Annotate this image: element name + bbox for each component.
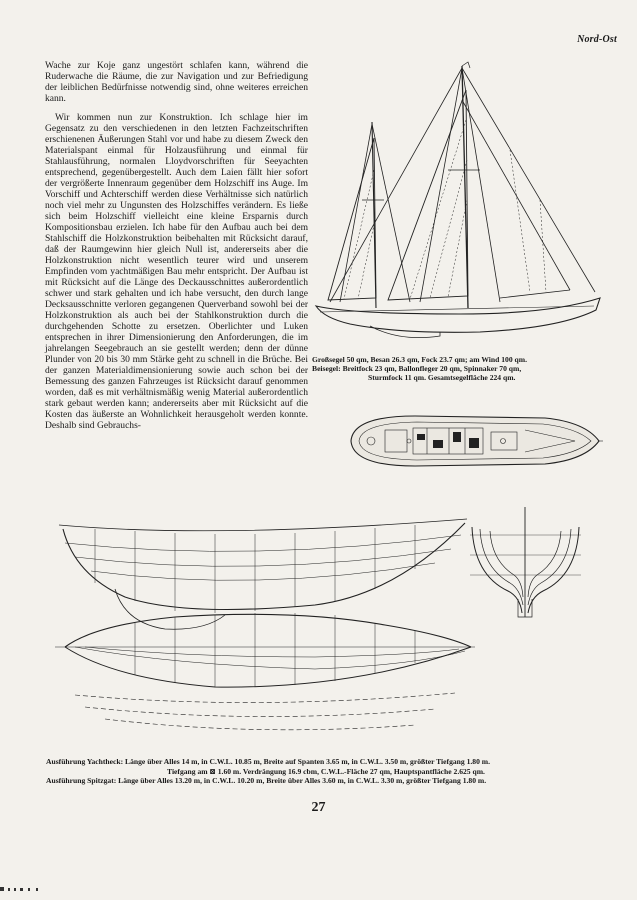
lines-caption-line-1: Ausführung Yachtheck: Länge über Alles 14 m, in C.W.L. 10.85 m, Breite auf Spanten 3.65 m, in C.W.L. 3.50 m, größter Tiefgang 1.80 m. <box>46 757 490 766</box>
sail-caption-line-1: Großsegel 50 qm, Besan 26.3 qm, Fock 23.7 qm; am Wind 100 qm. <box>312 355 527 364</box>
running-title: Nord-Ost <box>577 34 617 45</box>
article-text <box>45 60 308 431</box>
sail-plan-caption <box>312 355 602 383</box>
sail-caption-line-3: Sturmfock 11 qm. Gesamtsegelfläche 224 qm. <box>368 373 516 383</box>
lines-caption-line-2: Tiefgang am ⊠ 1.60 m. Verdrängung 16.9 cbm, C.W.L.-Fläche 27 qm, Hauptspantfläche 2.625 qm. <box>167 766 485 776</box>
lines-plan-drawing <box>55 505 475 745</box>
body-plan-drawing <box>468 505 583 620</box>
lines-caption-line-3: Ausführung Spitzgat: Länge über Alles 13.20 m, in C.W.L. 10.20 m, Breite über Alles 3.60 m, in C.W.L. 3.30 m, größter Tiefgang 1.80 m. <box>46 776 487 786</box>
paragraph-2: Wir kommen nun zur Konstruktion. Ich schlage hier im Gegensatz zu den verschiedenen in den letzten Fachzeitschriften erschienenen Äußerungen Stahl vor und habe zu diesem Zweck den Materialspant einmal für Holzausführung und einmal für Stahlausführung, normalen Lloydvorschriften für Seeyachten entsprechend, gegenübergestellt. Auch dem Laien fällt hier sofort der vergrößerte Innenraum gegenüber dem Holzschiff ins Auge. Im Vorschiff und Achterschiff werden diese Verhältnisse sich natürlich noch viel mehr zu Ungunsten des Holzschiffes verändern. Es ließe sich beim Holzschiff vielleicht eine kleine Ersparnis durch Kompositionsbau erzielen. Ich habe für den Aufbau auch bei dem Stahlschiff die Holzkonstruktion beibehalten mit Rücksicht darauf, daß der Raumgewinn hier gleich Null ist, andererseits aber die Holzkonstruktion nicht wesentlich teurer wird und unserem Empfinden vom yachtmäßigen Bau mehr entspricht. Der Aufbau ist mit Rücksicht auf die Länge des Deckausschnittes außerordentlich schwer und stark gehalten und ich habe versucht, den durch lange Decksausschnitte verloren gegangenen Querverband sowohl bei der Holzkonstruktion als auch bei der Stahlkonstruktion durch die durchgehenden Schotte zu ersetzen. Oberlichter und Luken entsprechen in ihrer Dimensionierung den Anforderungen, die im jahrelangen Seegebrauch an sie gestellt werden; denn der dünne Plunder von 20 bis 30 mm Stärke geht zu schnell in die Brüche. Bei der ganzen Materialdimensionierung sowie auch schon bei der Bemessung des ganzen Fahrzeuges ist Rücksicht darauf genommen worden, daß es mit verhältnismäßig wenig Material außerordentlich stark gebaut werden kann; andererseits aber mit Rücksicht auf die Kosten das äußerste an Wohnlichkeit herausgeholt werden konnte. Deshalb sind Gebrauchs- <box>45 112 308 431</box>
lines-plan-caption <box>46 757 606 786</box>
scan-edge-marks <box>0 886 637 892</box>
page-number: 27 <box>311 800 326 815</box>
deck-plan-drawing <box>345 410 603 472</box>
sail-caption-line-2: Beisegel: Breitfock 23 qm, Ballonfleger 20 qm, Spinnaker 70 qm, <box>312 364 522 374</box>
sail-plan-drawing <box>310 60 610 340</box>
paragraph-1: Wache zur Koje ganz ungestört schlafen kann, während die Ruderwache die Räume, die zur Navigation und zur Befriedigung der leiblichen Bedürfnisse notwendig sind, ohne weiteres erreichen kann. <box>45 60 308 104</box>
